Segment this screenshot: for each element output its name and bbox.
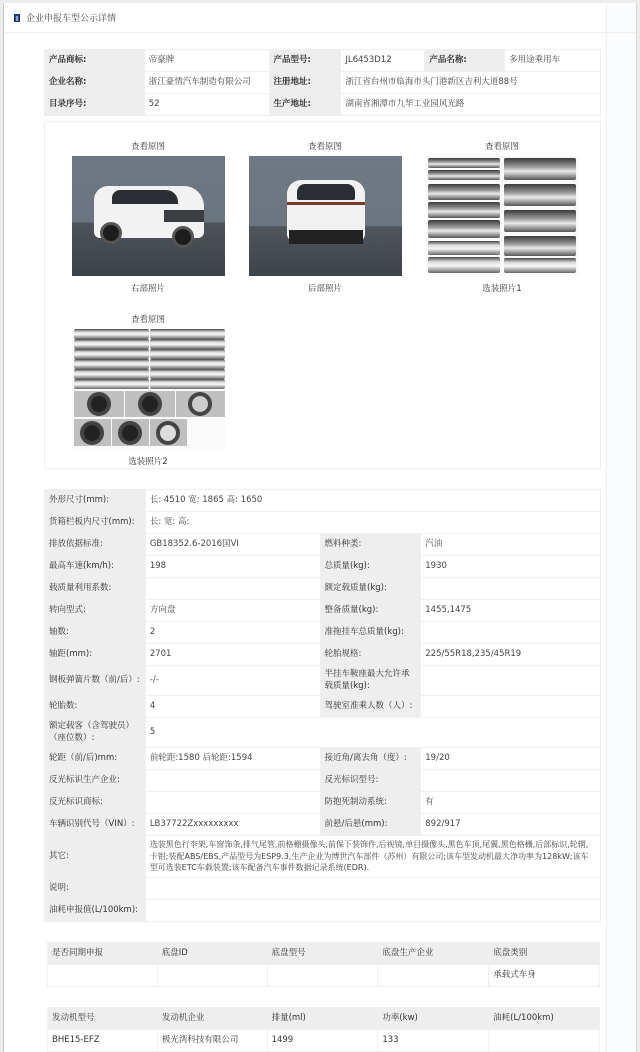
table-row: [45, 718, 601, 748]
table-row: [45, 72, 601, 94]
spec-label: 半挂车鞍座最大允许承载质量(kg):: [320, 666, 421, 696]
photo-optional-2: [70, 313, 226, 467]
spec-value: 有: [421, 792, 601, 814]
spec-label: 轮胎规格:: [320, 644, 421, 666]
spec-value: 1455,1475: [421, 600, 601, 622]
value-catalog-no: 52: [144, 94, 269, 116]
spec-label: 准拖挂车总质量(kg):: [320, 622, 421, 644]
spec-label: 额定载质量(kg):: [320, 578, 421, 600]
spec-value: [145, 878, 600, 900]
spec-value: 前轮距:1580 后轮距:1594: [145, 748, 320, 770]
value-product-name: 多用途乘用车: [505, 50, 601, 72]
page-title: 企业申报车型公示详情: [26, 14, 117, 24]
spec-value: [145, 578, 320, 600]
spec-value: 汽油: [421, 534, 601, 556]
spec-value: GB18352.6-2016国VI: [145, 534, 320, 556]
photo-rear: [247, 140, 403, 294]
scrollbar-track[interactable]: [606, 3, 636, 1052]
spec-label: 反光标识商标:: [45, 792, 146, 814]
engine-table: [47, 1007, 600, 1052]
spec-value: 19/20: [421, 748, 601, 770]
spec-label: 燃料种类:: [320, 534, 421, 556]
spec-value: 长: 宽: 高:: [145, 512, 600, 534]
spec-label: 前悬/后悬(mm):: [320, 814, 421, 836]
spec-label: 接近角/离去角（度）:: [320, 748, 421, 770]
spec-value: 4: [145, 696, 320, 718]
view-original-link[interactable]: 查看原图: [130, 142, 165, 152]
photo-caption: 选装照片1: [482, 284, 522, 294]
spec-value: [421, 666, 601, 696]
table-row: [45, 748, 601, 770]
spec-label: 其它:: [45, 836, 146, 878]
table-row: [45, 814, 601, 836]
column-header: 底盘生产企业: [378, 943, 489, 965]
spec-value: [145, 770, 320, 792]
table-row: [45, 622, 601, 644]
specs-table: [44, 489, 601, 922]
view-original-link[interactable]: 查看原图: [484, 142, 519, 152]
table-row: [45, 900, 601, 922]
spec-value: [145, 792, 320, 814]
document-icon: [14, 14, 20, 22]
spec-label: 排放依据标准:: [45, 534, 146, 556]
spec-value: [145, 900, 600, 922]
table-row: [45, 600, 601, 622]
spec-value: 892/917: [421, 814, 601, 836]
table-row: [45, 94, 601, 116]
spec-value: 1930: [421, 556, 601, 578]
label-company: 企业名称:: [45, 72, 145, 94]
spec-label: 轮距（前/后)mm:: [45, 748, 146, 770]
spec-label: 最高车速(km/h):: [45, 556, 146, 578]
value-model: JL6453D12: [341, 50, 425, 72]
table-cell: 133: [378, 1030, 489, 1052]
rear-photo-image[interactable]: [249, 156, 402, 276]
photo-caption: 选装照片2: [128, 457, 168, 467]
column-header: 排量(ml): [267, 1008, 378, 1030]
spec-label: 外形尺寸(mm):: [45, 490, 146, 512]
spec-value: -/-: [145, 666, 320, 696]
spec-label: 油耗申报值(L/100km):: [45, 900, 146, 922]
optional-photo-2-image[interactable]: [72, 329, 225, 449]
label-product-name: 产品名称:: [425, 50, 505, 72]
photo-optional-1: [424, 140, 580, 294]
spec-value: 198: [145, 556, 320, 578]
spec-label: 货箱栏板内尺寸(mm):: [45, 512, 146, 534]
column-header: 底盘ID: [157, 943, 267, 965]
spec-value: 2701: [145, 644, 320, 666]
table-row: [45, 490, 601, 512]
spec-value: 方向盘: [145, 600, 320, 622]
spec-value: [421, 770, 601, 792]
spec-label: 整备质量(kg):: [320, 600, 421, 622]
spec-label: 反光标识型号:: [320, 770, 421, 792]
table-cell: [157, 965, 267, 987]
spec-value: 长: 4510 宽: 1865 高: 1650: [145, 490, 600, 512]
spec-label: 轴数:: [45, 622, 146, 644]
table-cell: [489, 1030, 600, 1052]
label-trademark: 产品商标:: [45, 50, 145, 72]
table-row: [45, 836, 601, 878]
value-prod-address: 湖南省湘潭市九华工业园风光路: [341, 94, 601, 116]
page-header: [4, 3, 636, 33]
table-row: [45, 644, 601, 666]
column-header: 功率(kw): [378, 1008, 489, 1030]
value-trademark: 帝豪牌: [144, 50, 269, 72]
photo-caption: 右部照片: [130, 284, 165, 294]
column-header: 底盘型号: [267, 943, 378, 965]
chassis-table: [47, 942, 600, 987]
spec-label: 反光标识生产企业:: [45, 770, 146, 792]
table-row: [45, 534, 601, 556]
right-photo-image[interactable]: [72, 156, 225, 276]
photo-caption: 后部照片: [307, 284, 342, 294]
column-header: 发动机企业: [157, 1008, 267, 1030]
spec-value: LB37722Zxxxxxxxxx: [145, 814, 320, 836]
spec-value: [421, 622, 601, 644]
table-row: [45, 512, 601, 534]
table-row: [45, 666, 601, 696]
spec-label: 说明:: [45, 878, 146, 900]
table-row: [45, 578, 601, 600]
table-row: [45, 770, 601, 792]
value-reg-address: 浙江省台州市临海市头门港新区吉利大道88号: [341, 72, 601, 94]
label-catalog-no: 目录序号:: [45, 94, 145, 116]
table-cell: BHE15-EFZ: [48, 1030, 158, 1052]
column-header: 发动机型号: [48, 1008, 158, 1030]
spec-label: 总质量(kg):: [320, 556, 421, 578]
label-model: 产品型号:: [269, 50, 341, 72]
view-original-link[interactable]: 查看原图: [307, 142, 342, 152]
value-company: 浙江豪情汽车制造有限公司: [144, 72, 269, 94]
spec-label: 载质量利用系数:: [45, 578, 146, 600]
column-header: 底盘类别: [489, 943, 600, 965]
table-cell: 极光湾科技有限公司: [157, 1030, 267, 1052]
table-row: [48, 965, 600, 987]
spec-label: 防抱死制动系统:: [320, 792, 421, 814]
spec-label: 车辆识别代号（VIN）:: [45, 814, 146, 836]
spec-value: 5: [145, 718, 600, 748]
spec-label: 额定载客（含驾驶员）（座位数）:: [45, 718, 146, 748]
spec-value: [421, 578, 601, 600]
table-cell: [267, 965, 378, 987]
table-row: [45, 792, 601, 814]
column-header: 油耗(L/100km): [489, 1008, 600, 1030]
table-header-row: [48, 1008, 600, 1030]
label-reg-address: 注册地址:: [269, 72, 341, 94]
spec-value-other: 选装黑色行李架,车窗饰条,排气尾管,前格栅摄像头,前保下装饰件,后视镜,单目摄像头,黑色车顶,尾翼,黑色格栅,后部标识,轮辋,卡钳;装配ABS/EBS,产品型号为ESP9.3,生产企业为博世汽车部件（苏州）有限公司;该车型发动机最大净功率为128kW;该车型可选装ETC车载装置;该车配备汽车事件数据记录系统(EDR).: [145, 836, 600, 878]
table-header-row: [48, 943, 600, 965]
page-frame: [3, 3, 637, 1052]
table-row: [45, 696, 601, 718]
column-header: 是否同期申报: [48, 943, 158, 965]
spec-label: 轴距(mm):: [45, 644, 146, 666]
spec-label: 驾驶室准乘人数（人）:: [320, 696, 421, 718]
optional-photo-1-image[interactable]: [426, 156, 579, 276]
basic-info-table: [44, 49, 601, 116]
table-cell: [48, 965, 158, 987]
photo-gallery: [44, 121, 601, 469]
table-row: [48, 1030, 600, 1052]
table-row: [45, 556, 601, 578]
photo-right: [70, 140, 226, 294]
spec-value: [421, 696, 601, 718]
table-cell: [378, 965, 489, 987]
table-cell: 1499: [267, 1030, 378, 1052]
spec-label: 转向型式:: [45, 600, 146, 622]
label-prod-address: 生产地址:: [269, 94, 341, 116]
spec-value: 225/55R18,235/45R19: [421, 644, 601, 666]
spec-label: 轮胎数:: [45, 696, 146, 718]
spec-label: 钢板弹簧片数（前/后）:: [45, 666, 146, 696]
table-row: [45, 878, 601, 900]
view-original-link[interactable]: 查看原图: [130, 315, 165, 325]
table-cell: 承载式车身: [489, 965, 600, 987]
table-row: [45, 50, 601, 72]
spec-value: 2: [145, 622, 320, 644]
